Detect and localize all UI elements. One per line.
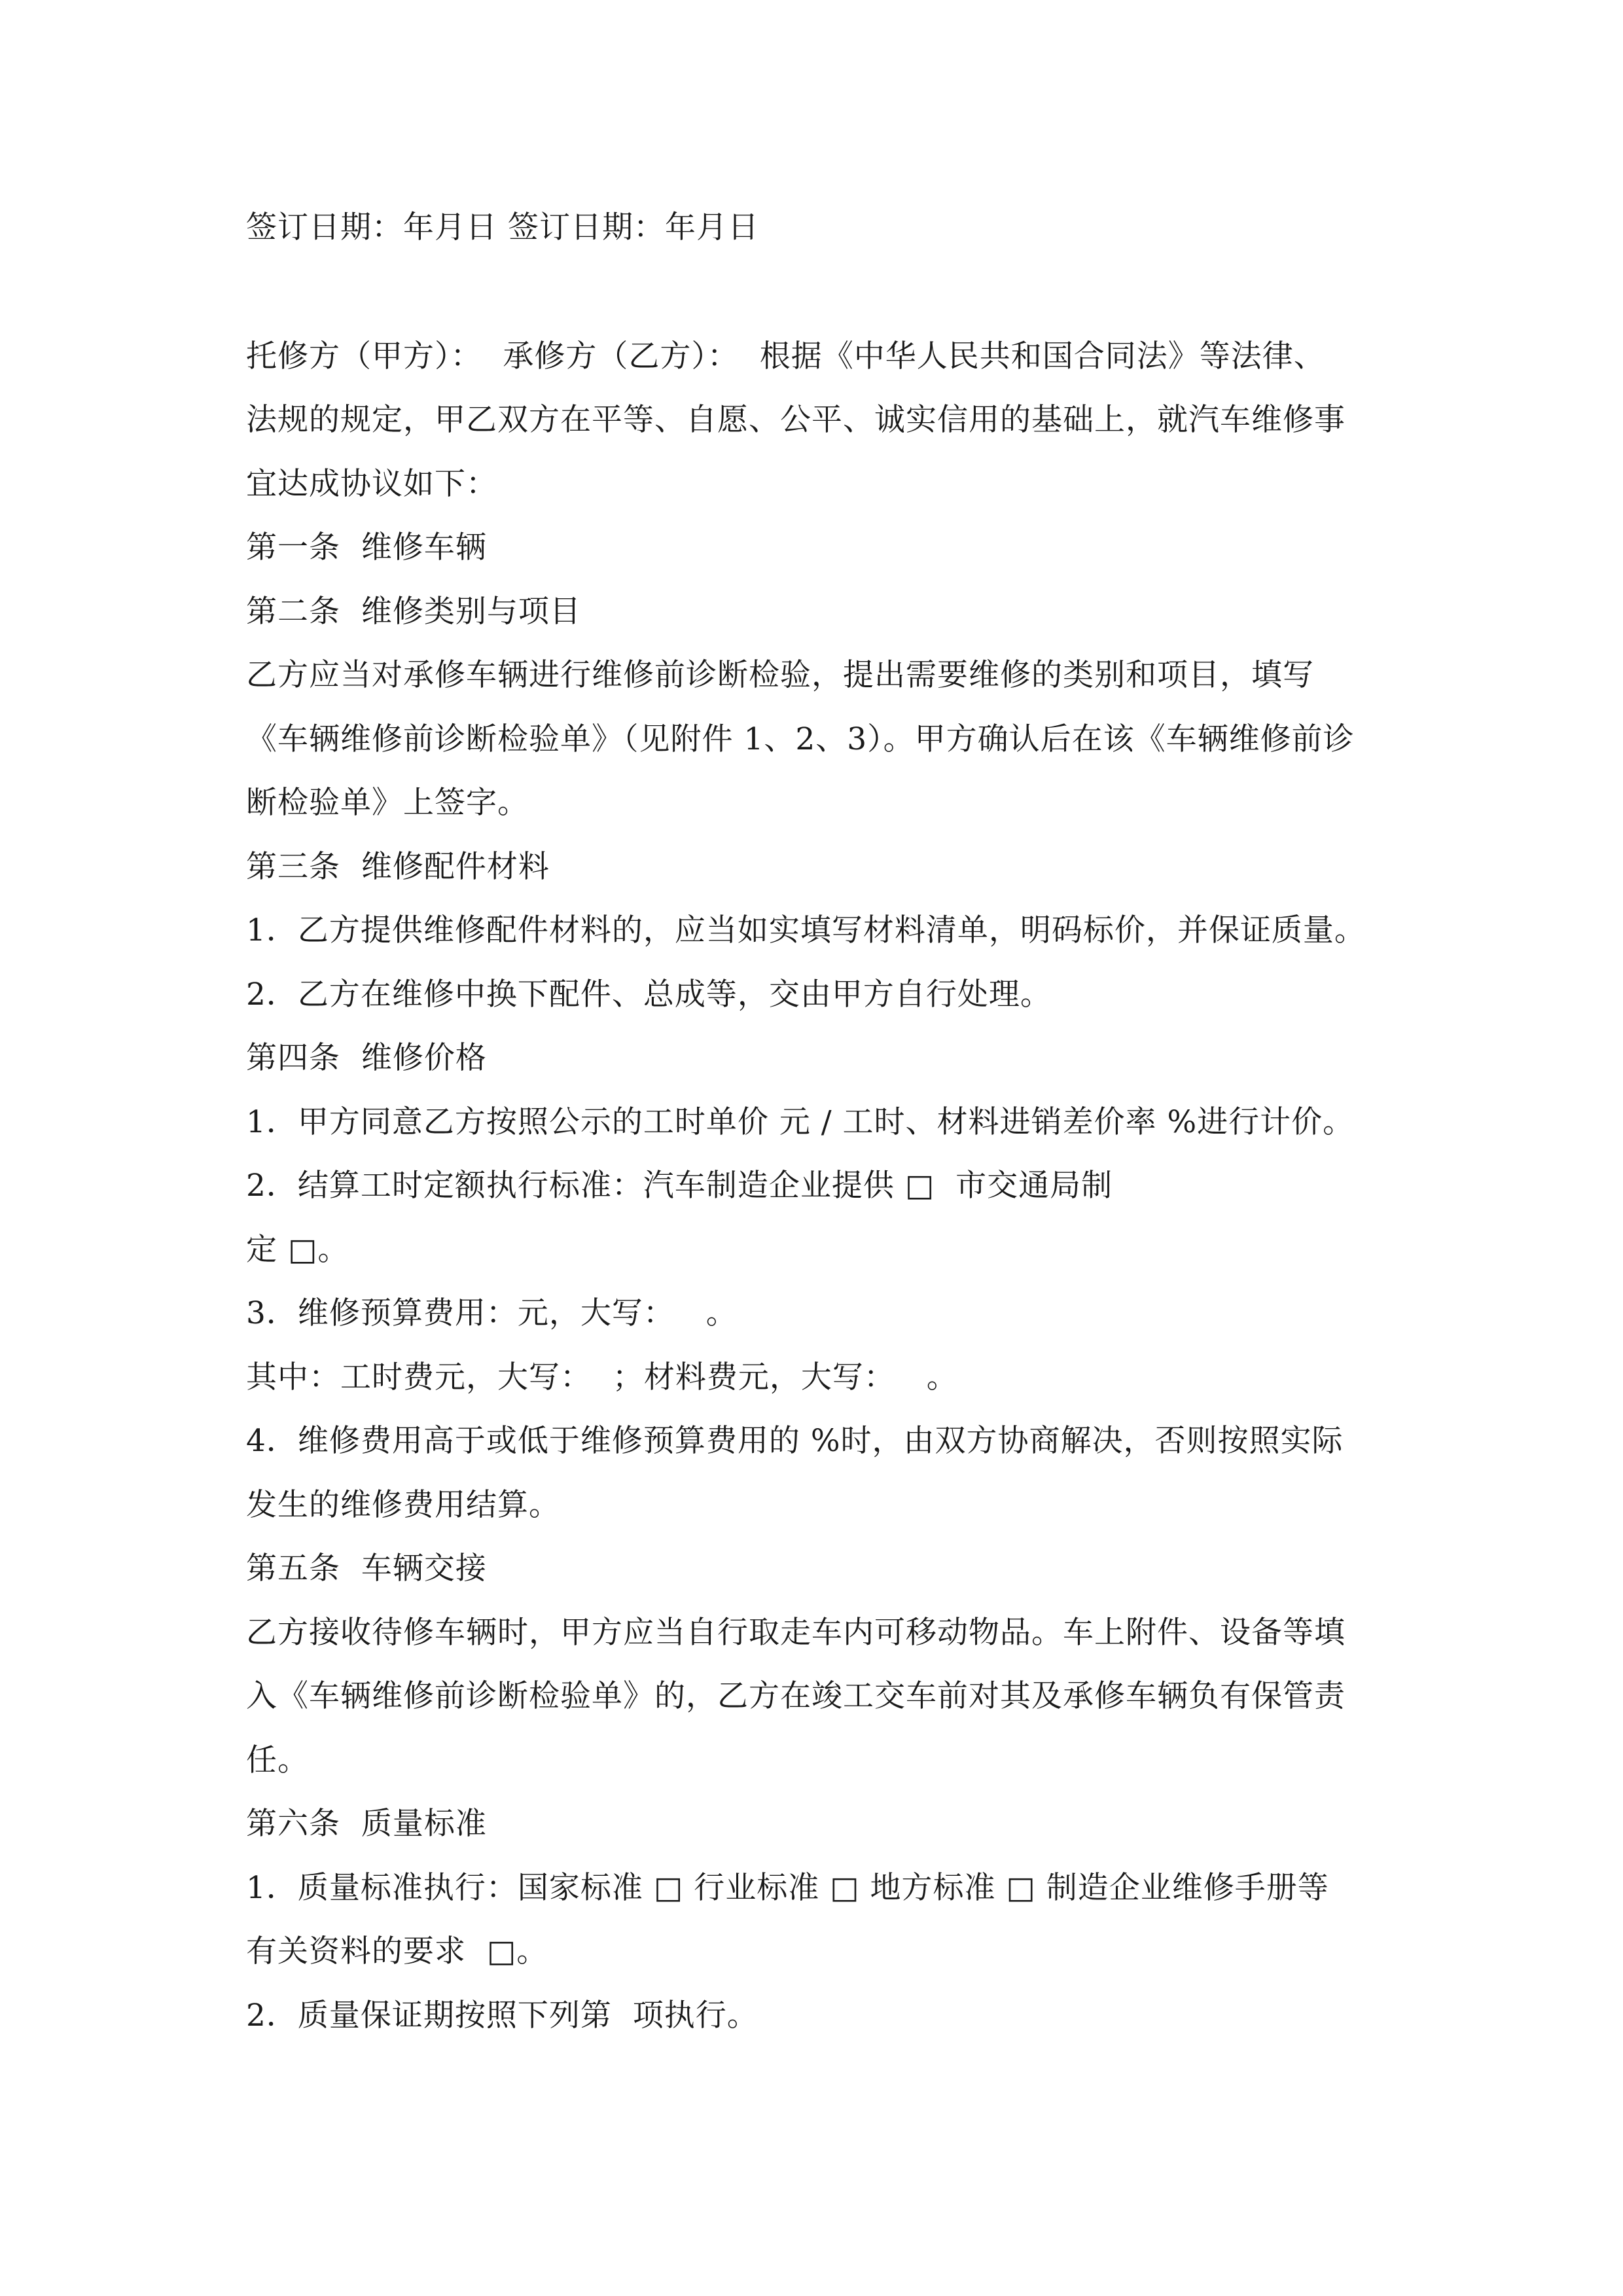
article-2-text-2: 《车辆维修前诊断检验单》（见附件 1、2、3）。甲方确认后在该《车辆维修前诊 xyxy=(246,721,1355,757)
article-6-item-1-cont: 有关资料的要求 □。 xyxy=(246,1933,548,1969)
article-4-item-1: 1．甲方同意乙方按照公示的工时单价 元 / 工时、材料进销差价率 %进行计价。 xyxy=(246,1104,1355,1140)
article-5-text-1: 乙方接收待修车辆时，甲方应当自行取走车内可移动物品。车上附件、设备等填 xyxy=(246,1615,1346,1651)
article-4-item-4-cont: 发生的维修费用结算。 xyxy=(246,1487,560,1523)
article-4-item-3: 3．维修预算费用：元，大写： 。 xyxy=(246,1295,738,1331)
article-2-heading: 第二条 维修类别与项目 xyxy=(246,594,581,630)
intro-line-1: 托修方（甲方）： 承修方（乙方）： 根据《中华人民共和国合同法》等法律、 xyxy=(246,338,1325,374)
article-4-item-2: 2．结算工时定额执行标准：汽车制造企业提供 □ 市交通局制 xyxy=(246,1168,1113,1204)
intro-line-3: 宜达成协议如下： xyxy=(246,466,497,502)
article-6-heading: 第六条 质量标准 xyxy=(246,1806,487,1842)
article-3-item-1: 1．乙方提供维修配件材料的，应当如实填写材料清单，明码标价，并保证质量。 xyxy=(246,912,1366,948)
article-2-text-3: 断检验单》上签字。 xyxy=(246,785,529,821)
article-3-item-2: 2．乙方在维修中换下配件、总成等，交由甲方自行处理。 xyxy=(246,977,1052,1013)
article-5-text-3: 任。 xyxy=(246,1742,309,1778)
article-3-heading: 第三条 维修配件材料 xyxy=(246,849,550,885)
article-4-item-2-cont: 定 □。 xyxy=(246,1232,349,1268)
article-4-item-4: 4．维修费用高于或低于维修预算费用的 %时，由双方协商解决，否则按照实际 xyxy=(246,1423,1344,1459)
article-2-text-1: 乙方应当对承修车辆进行维修前诊断检验，提出需要维修的类别和项目，填写 xyxy=(246,657,1314,693)
article-5-heading: 第五条 车辆交接 xyxy=(246,1551,487,1587)
article-6-item-1: 1．质量标准执行：国家标准 □ 行业标准 □ 地方标准 □ 制造企业维修手册等 xyxy=(246,1870,1329,1906)
signing-dates: 签订日期：年月日 签订日期：年月日 xyxy=(246,209,759,245)
article-4-item-3-detail: 其中：工时费元，大写： ；材料费元，大写： 。 xyxy=(246,1359,958,1395)
article-4-heading: 第四条 维修价格 xyxy=(246,1040,487,1076)
article-5-text-2: 入《车辆维修前诊断检验单》的，乙方在竣工交车前对其及承修车辆负有保管责 xyxy=(246,1678,1346,1714)
article-6-item-2: 2．质量保证期按照下列第 项执行。 xyxy=(246,1998,758,2034)
intro-line-2: 法规的规定，甲乙双方在平等、自愿、公平、诚实信用的基础上，就汽车维修事 xyxy=(246,402,1346,438)
article-1-heading: 第一条 维修车辆 xyxy=(246,529,487,565)
